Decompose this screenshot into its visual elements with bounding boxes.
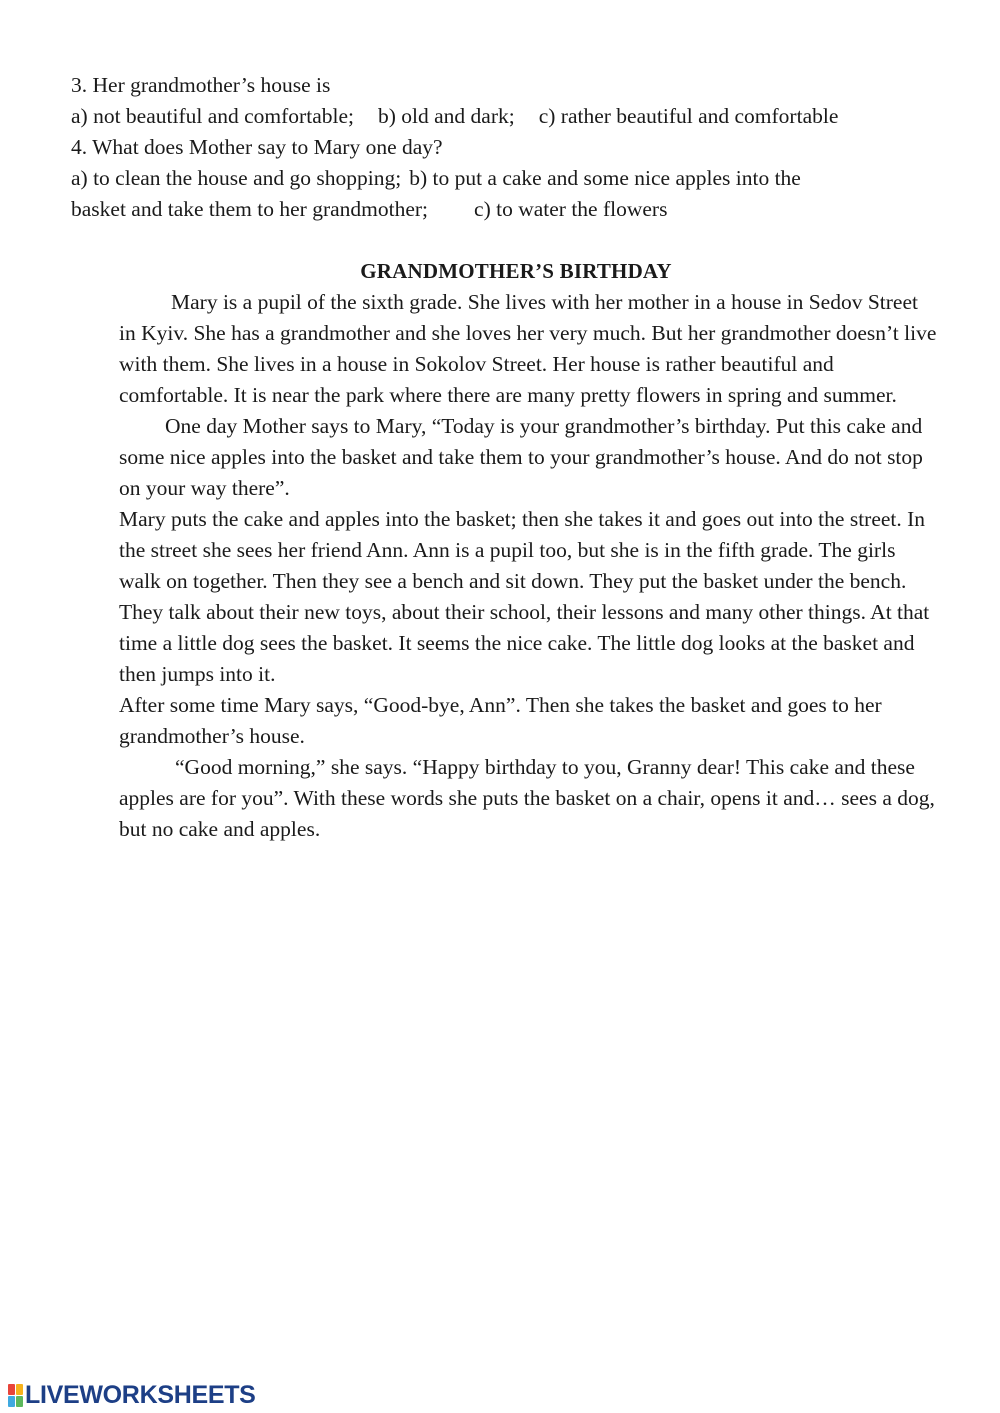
story-paragraph: “Good morning,” she says. “Happy birthday to you, Granny dear! This cake and these apples are for you”. With these words she puts the basket on a chair, opens it and… sees a dog, but no cake and apples. <box>119 755 935 841</box>
story-paragraph: After some time Mary says, “Good-bye, Ann”. Then she takes the basket and goes to her grandmother’s house. <box>119 693 882 748</box>
question-4-option-a: a) to clean the house and go shopping; <box>71 166 402 190</box>
question-3-option-b: b) old and dark; <box>377 104 515 128</box>
question-4-option-b-cont: basket and take them to her grandmother; <box>71 197 429 221</box>
story-body <box>119 287 939 845</box>
question-3-options <box>71 101 838 132</box>
question-4-options-line2 <box>71 194 667 225</box>
logo-text: LIVEWORKSHEETS <box>25 1380 256 1409</box>
question-4-option-c: c) to water the flowers <box>474 197 668 221</box>
logo-mark-square <box>16 1396 23 1407</box>
story-paragraph: Mary is a pupil of the sixth grade. She lives with her mother in a house in Sedov Street in Kyiv. She has a grandmother and she loves her very much. But her grandmother doesn’t live with them. She lives in a house in Sokolov Street. Her house is rather beautiful and comfortable. It is near the park where there are many pretty flowers in spring and summer. <box>119 290 937 407</box>
story-paragraph: One day Mother says to Mary, “Today is your grandmother’s birthday. Put this cake and some nice apples into the basket and take them to your grandmother’s house. And do not stop on your way there”. <box>119 414 923 500</box>
question-4: 4. What does Mother say to Mary one day? <box>71 135 443 159</box>
logo-mark-square <box>8 1384 15 1395</box>
story-paragraph: Mary puts the cake and apples into the basket; then she takes it and goes out into the street. In the street she sees her friend Ann. Ann is a pupil too, but she is in the fifth grade. The girls walk on together. Then they see a bench and sit down. They put the basket under the bench. They talk about their new toys, about their school, their lessons and many other things. At that time a little dog sees the basket. It seems the nice cake. The little dog looks at the basket and then jumps into it. <box>119 507 930 686</box>
question-3-option-c: c) rather beautiful and comfortable <box>538 104 839 128</box>
liveworksheets-logo <box>8 1382 256 1408</box>
logo-mark-square <box>16 1384 23 1395</box>
logo-mark-icon <box>8 1384 23 1407</box>
question-3-option-a: a) not beautiful and comfortable; <box>71 104 354 128</box>
question-3: 3. Her grandmother’s house is <box>71 73 331 97</box>
story-title: GRANDMOTHER’S BIRTHDAY <box>360 259 672 283</box>
logo-mark-square <box>8 1396 15 1407</box>
question-4-option-b: b) to put a cake and some nice apples into the <box>409 166 801 190</box>
question-4-options-line1 <box>71 163 801 194</box>
